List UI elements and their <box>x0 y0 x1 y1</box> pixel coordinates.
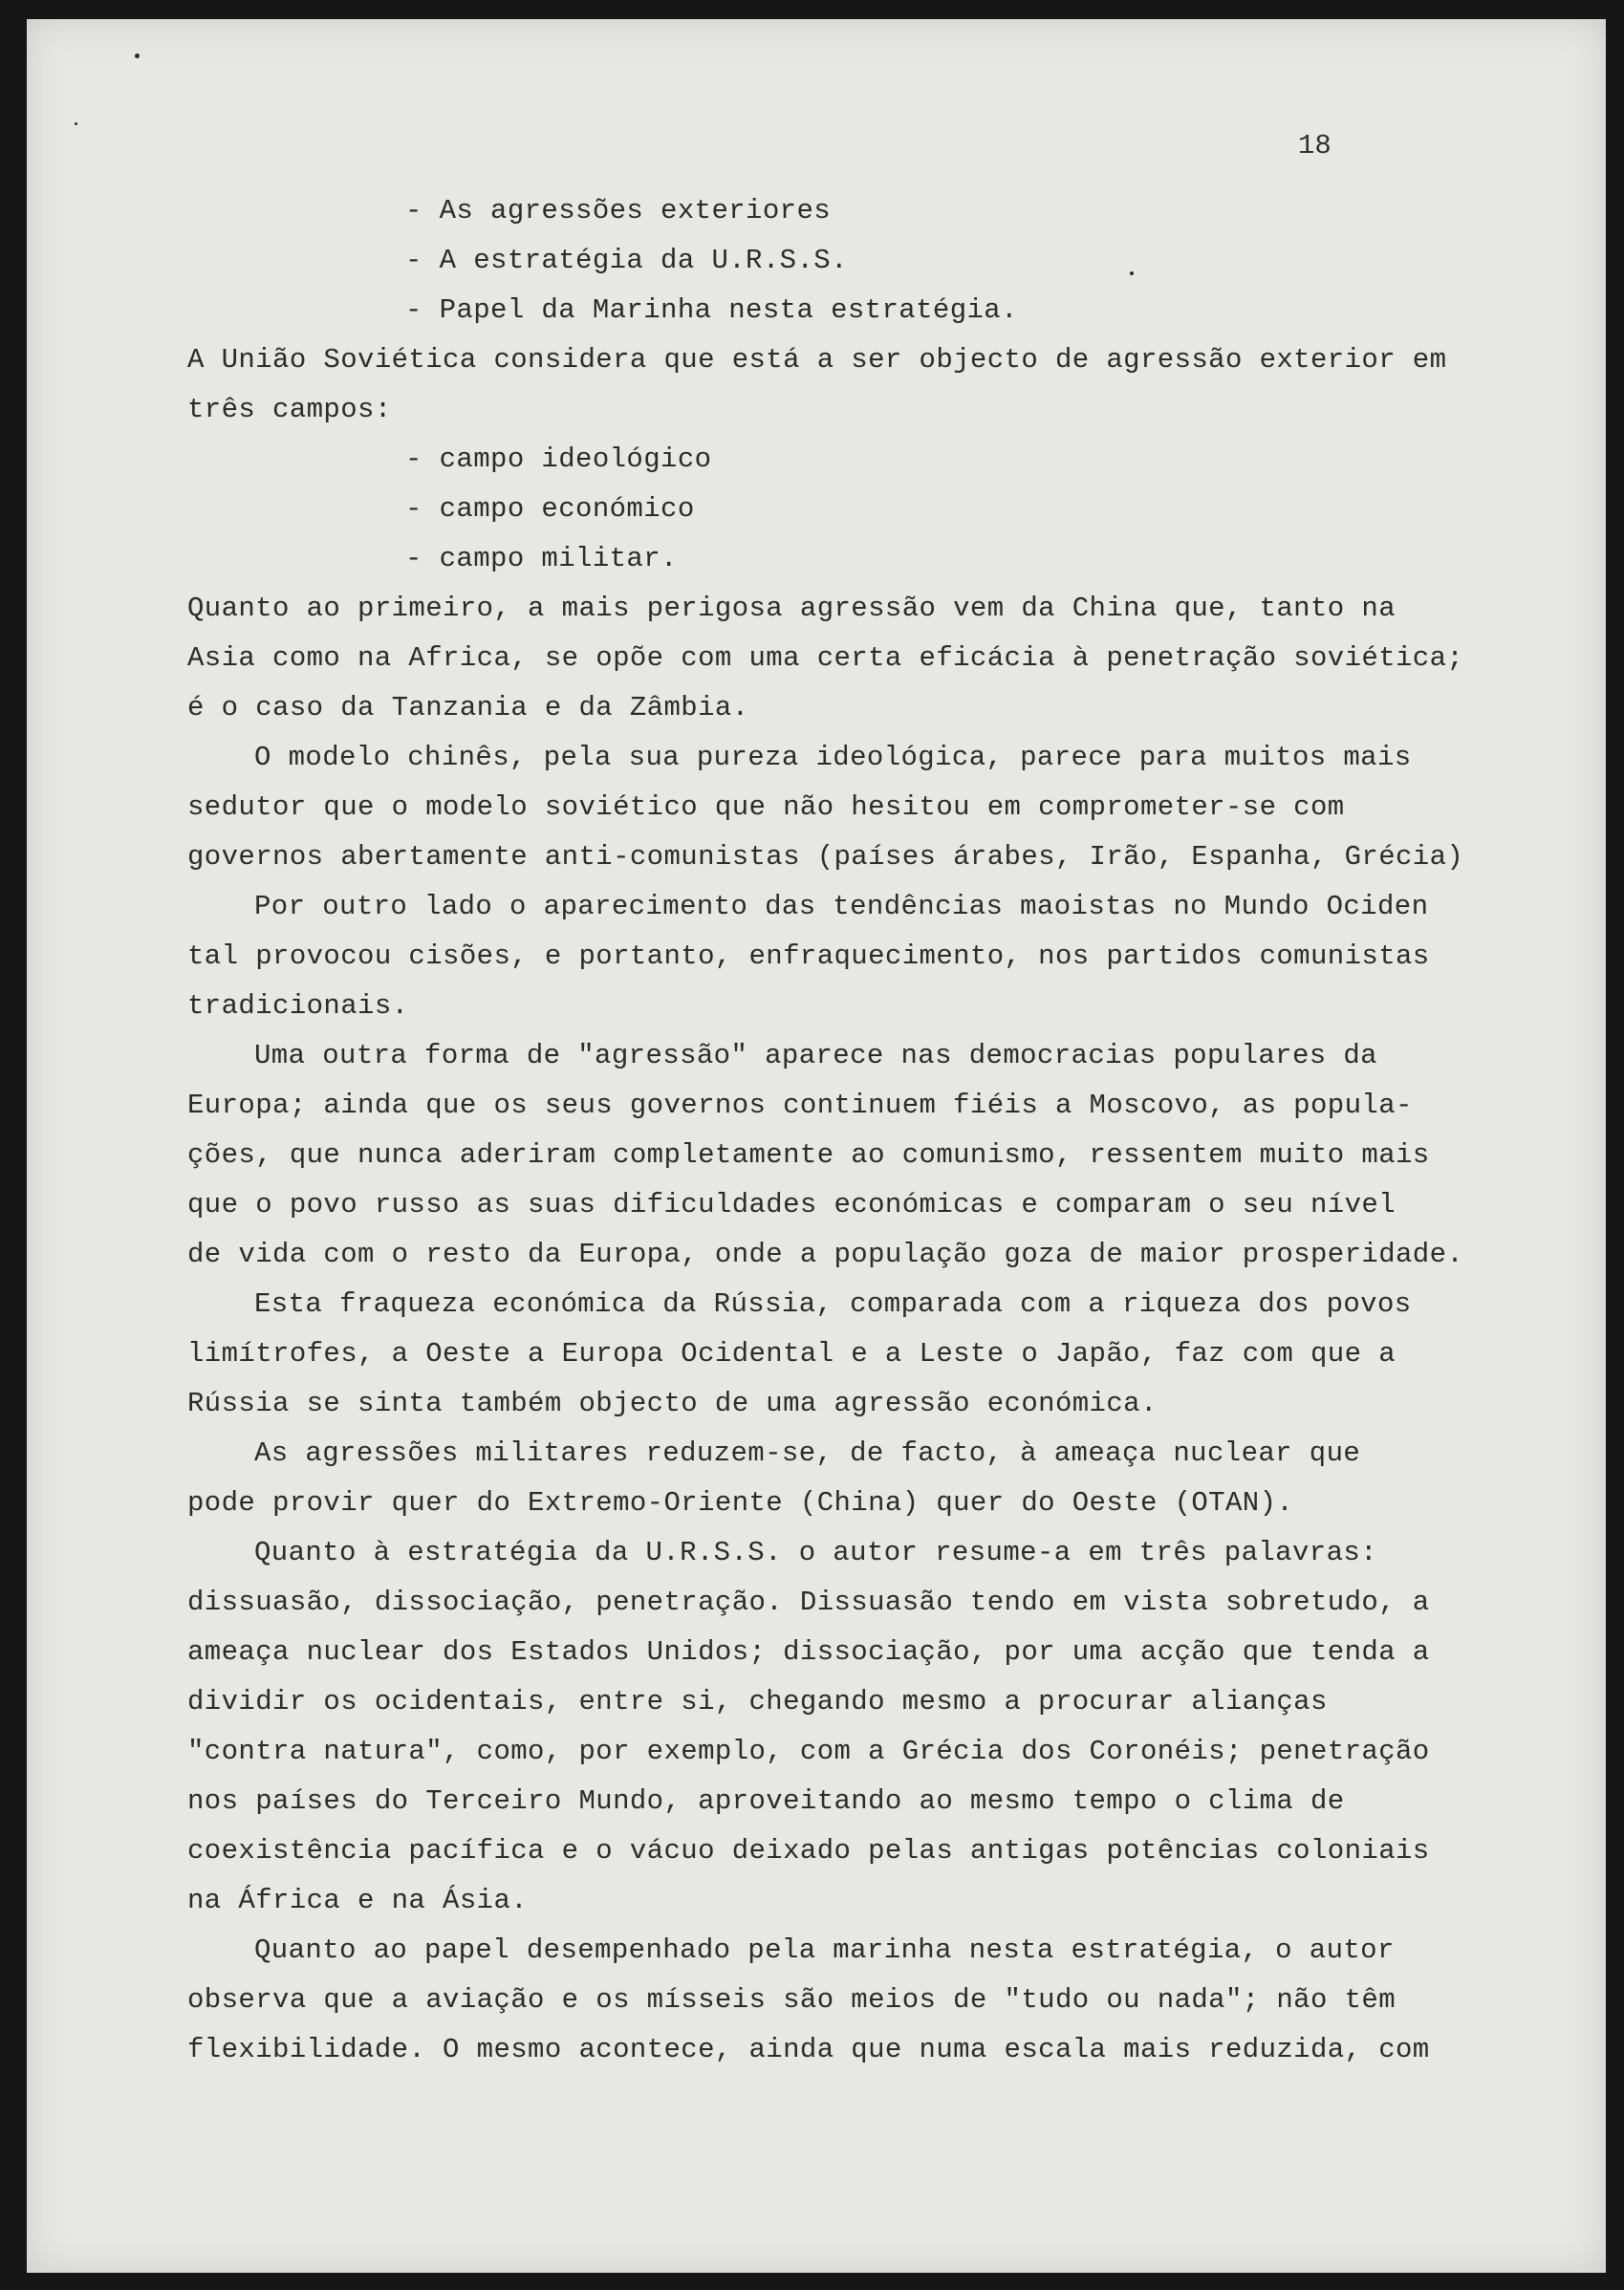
text-line: três campos: <box>187 394 392 425</box>
ink-speck <box>135 54 140 58</box>
text-line: limítrofes, a Oeste a Europa Ocidental e a Leste o Japão, faz com que a <box>187 1338 1397 1370</box>
text-line: é o caso da Tanzania e da Zâmbia. <box>187 692 749 724</box>
text-line: As agressões militares reduzem-se, de facto, à ameaça nuclear que <box>254 1437 1361 1469</box>
typewritten-page <box>27 19 1606 2273</box>
text-line: Europa; ainda que os seus governos continuem fiéis a Moscovo, as popula- <box>187 1090 1413 1121</box>
text-line: dividir os ocidentais, entre si, chegando mesmo a procurar alianças <box>187 1686 1328 1718</box>
list-item-economico: - campo económico <box>405 493 695 525</box>
text-line: "contra natura", como, por exemplo, com a Grécia dos Coronéis; penetração <box>187 1736 1430 1767</box>
text-line: Quanto ao papel desempenhado pela marinha nesta estratégia, o autor <box>254 1934 1395 1966</box>
page-number: 18 <box>1298 130 1332 162</box>
text-line: Esta fraqueza económica da Rússia, comparada com a riqueza dos povos <box>254 1288 1412 1320</box>
text-line: Uma outra forma de "agressão" aparece nas democracias populares da <box>254 1040 1377 1071</box>
text-line: tal provocou cisões, e portanto, enfraquecimento, nos partidos comunistas <box>187 940 1430 972</box>
text-line: Asia como na Africa, se opõe com uma certa eficácia à penetração soviética; <box>187 642 1464 674</box>
heading-item-agressoes: - As agressões exteriores <box>405 195 832 227</box>
text-line: na África e na Ásia. <box>187 1885 529 1916</box>
text-line: pode provir quer do Extremo-Oriente (China) quer do Oeste (OTAN). <box>187 1487 1294 1519</box>
text-line: ções, que nunca aderiram completamente ao comunismo, ressentem muito mais <box>187 1139 1430 1171</box>
text-line: governos abertamente anti-comunistas (países árabes, Irão, Espanha, Grécia) <box>187 841 1464 873</box>
text-line: Por outro lado o aparecimento das tendências maoistas no Mundo Ociden <box>254 891 1429 922</box>
text-line: que o povo russo as suas dificuldades económicas e comparam o seu nível <box>187 1189 1397 1221</box>
text-line: sedutor que o modelo soviético que não hesitou em comprometer-se com <box>187 791 1345 823</box>
ink-speck <box>75 122 77 125</box>
text-line: Rússia se sinta também objecto de uma agressão económica. <box>187 1388 1158 1419</box>
text-line: ameaça nuclear dos Estados Unidos; dissociação, por uma acção que tenda a <box>187 1636 1430 1668</box>
text-line: A União Soviética considera que está a ser objecto de agressão exterior em <box>187 344 1447 376</box>
text-line: Quanto ao primeiro, a mais perigosa agressão vem da China que, tanto na <box>187 593 1397 624</box>
text-line: flexibilidade. O mesmo acontece, ainda que numa escala mais reduzida, com <box>187 2034 1430 2065</box>
text-line: nos países do Terceiro Mundo, aproveitando ao mesmo tempo o clima de <box>187 1785 1345 1817</box>
heading-item-marinha: - Papel da Marinha nesta estratégia. <box>405 294 1018 326</box>
text-line: dissuasão, dissociação, penetração. Dissuasão tendo em vista sobretudo, a <box>187 1587 1430 1618</box>
list-item-ideologico: - campo ideológico <box>405 443 712 475</box>
heading-item-estrategia: - A estratégia da U.R.S.S. <box>405 245 848 276</box>
text-line: O modelo chinês, pela sua pureza ideológica, parece para muitos mais <box>254 742 1412 773</box>
list-item-militar: - campo militar. <box>405 543 678 574</box>
ink-speck <box>1130 271 1134 275</box>
text-line: coexistência pacífica e o vácuo deixado pelas antigas potências coloniais <box>187 1835 1430 1867</box>
text-line: tradicionais. <box>187 990 409 1022</box>
text-line: Quanto à estratégia da U.R.S.S. o autor resume-a em três palavras: <box>254 1537 1377 1568</box>
text-line: de vida com o resto da Europa, onde a população goza de maior prosperidade. <box>187 1239 1464 1270</box>
text-line: observa que a aviação e os mísseis são meios de "tudo ou nada"; não têm <box>187 1984 1397 2016</box>
